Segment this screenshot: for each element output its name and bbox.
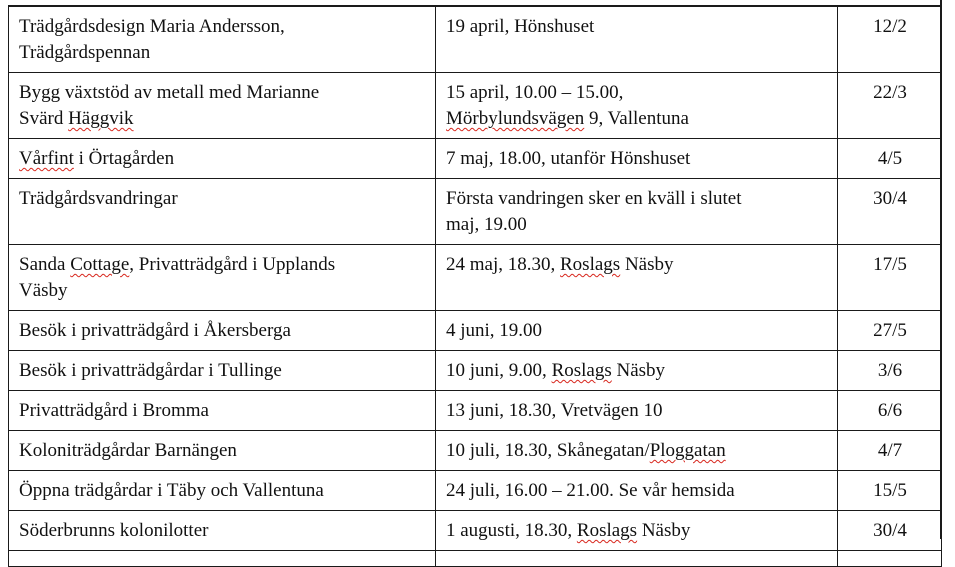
table-row — [9, 391, 942, 431]
event-details-cell[interactable] — [436, 245, 838, 311]
event-title-cell[interactable] — [9, 471, 436, 511]
spellcheck-underline: Roslags — [560, 254, 621, 275]
event-date: 15/5 — [873, 480, 907, 501]
cell-line: Trädgårdsvandringar — [19, 188, 178, 209]
event-date: 4/7 — [877, 440, 903, 461]
event-date: 3/6 — [877, 360, 903, 381]
event-date-cell[interactable] — [838, 511, 942, 551]
event-date-cell[interactable] — [838, 431, 942, 471]
cell-line: Svärd Häggvik — [19, 108, 134, 129]
spellcheck-underline: Vårfint — [19, 148, 74, 169]
event-date: 4/5 — [877, 148, 903, 169]
event-date-cell[interactable] — [838, 351, 942, 391]
event-date-cell[interactable] — [838, 139, 942, 179]
event-date-cell[interactable] — [838, 245, 942, 311]
event-date-cell[interactable] — [838, 73, 942, 139]
empty-cell — [436, 551, 838, 567]
cell-line: Väsby — [19, 280, 68, 301]
cell-line: 10 juni, 9.00, Roslags Näsby — [446, 360, 666, 381]
event-details-cell[interactable] — [436, 311, 838, 351]
cell-line: Sanda Cottage, Privatträdgård i Upplands — [19, 254, 336, 275]
event-details-cell[interactable] — [436, 179, 838, 245]
cell-line: Bygg växtstöd av metall med Marianne — [19, 82, 320, 103]
event-date-cell[interactable] — [838, 7, 942, 73]
cell-line: maj, 19.00 — [446, 214, 527, 235]
event-date-cell[interactable] — [838, 471, 942, 511]
event-title-cell[interactable] — [9, 431, 436, 471]
cell-line: 15 april, 10.00 – 15.00, — [446, 82, 624, 103]
event-date-cell[interactable] — [838, 179, 942, 245]
table-row — [9, 351, 942, 391]
event-date: 6/6 — [877, 400, 903, 421]
spellcheck-underline: Cottage — [70, 254, 130, 275]
event-details-cell[interactable] — [436, 431, 838, 471]
event-details-cell[interactable] — [436, 351, 838, 391]
event-title-cell[interactable] — [9, 511, 436, 551]
table-row — [9, 245, 942, 311]
event-date: 22/3 — [873, 82, 907, 103]
event-title-cell[interactable] — [9, 73, 436, 139]
cell-line: Trädgårdsdesign Maria Andersson, — [19, 16, 285, 37]
table-row — [9, 471, 942, 511]
event-date: 30/4 — [873, 188, 907, 209]
spellcheck-underline: Mörbylundsvägen — [446, 108, 585, 129]
spellcheck-underline: Ploggatan — [649, 440, 726, 461]
event-title-cell[interactable] — [9, 245, 436, 311]
spellcheck-underline: Roslags — [576, 520, 638, 541]
event-title-cell[interactable] — [9, 311, 436, 351]
empty-row — [9, 551, 942, 567]
table-row — [9, 73, 942, 139]
event-title-cell[interactable] — [9, 391, 436, 431]
spellcheck-underline: Häggvik — [68, 108, 134, 129]
cell-line: Mörbylundsvägen 9, Vallentuna — [446, 108, 689, 129]
table-row — [9, 311, 942, 351]
cell-line: Första vandringen sker en kväll i slutet — [446, 188, 742, 209]
cell-line: 13 juni, 18.30, Vretvägen 10 — [446, 400, 663, 421]
event-table-body — [9, 7, 942, 551]
trailing-empty-row — [9, 551, 942, 567]
cell-line: Trädgårdspennan — [19, 42, 151, 63]
cell-line: 10 juli, 18.30, Skånegatan/Ploggatan — [446, 440, 726, 461]
table-row — [9, 139, 942, 179]
cell-line: 24 maj, 18.30, Roslags Näsby — [446, 254, 674, 275]
event-date: 30/4 — [873, 520, 907, 541]
event-details-cell[interactable] — [436, 73, 838, 139]
spellcheck-underline: Roslags — [551, 360, 612, 381]
event-date: 12/2 — [873, 16, 907, 37]
event-title-cell[interactable] — [9, 351, 436, 391]
event-date: 27/5 — [873, 320, 907, 341]
cell-line: Privatträdgård i Bromma — [19, 400, 209, 421]
table-row — [9, 431, 942, 471]
cell-line: Koloniträdgårdar Barnängen — [19, 440, 237, 461]
event-details-cell[interactable] — [436, 471, 838, 511]
event-date: 17/5 — [873, 254, 907, 275]
cell-line: 1 augusti, 18.30, Roslags Näsby — [446, 520, 691, 541]
event-details-cell[interactable] — [436, 391, 838, 431]
cell-line: 7 maj, 18.00, utanför Hönshuset — [446, 148, 691, 169]
table-row — [9, 511, 942, 551]
event-date-cell[interactable] — [838, 311, 942, 351]
event-date-cell[interactable] — [838, 391, 942, 431]
table-row — [9, 7, 942, 73]
cell-line: Besök i privatträdgård i Åkersberga — [19, 320, 291, 341]
table-row — [9, 179, 942, 245]
event-details-cell[interactable] — [436, 139, 838, 179]
event-title-cell[interactable] — [9, 179, 436, 245]
event-title-cell[interactable] — [9, 7, 436, 73]
event-details-cell[interactable] — [436, 511, 838, 551]
cell-line: Söderbrunns kolonilotter — [19, 520, 209, 541]
empty-cell — [9, 551, 436, 567]
cell-line: 4 juni, 19.00 — [446, 320, 543, 341]
cell-line: 19 april, Hönshuset — [446, 16, 595, 37]
cell-line: Besök i privatträdgårdar i Tullinge — [19, 360, 282, 381]
event-title-cell[interactable] — [9, 139, 436, 179]
event-table — [8, 6, 942, 567]
empty-cell — [838, 551, 942, 567]
cell-line: 24 juli, 16.00 – 21.00. Se vår hemsida — [446, 480, 735, 501]
event-details-cell[interactable] — [436, 7, 838, 73]
cell-line: Öppna trädgårdar i Täby och Vallentuna — [19, 480, 324, 501]
cell-line: Vårfint i Örtagården — [19, 148, 175, 169]
